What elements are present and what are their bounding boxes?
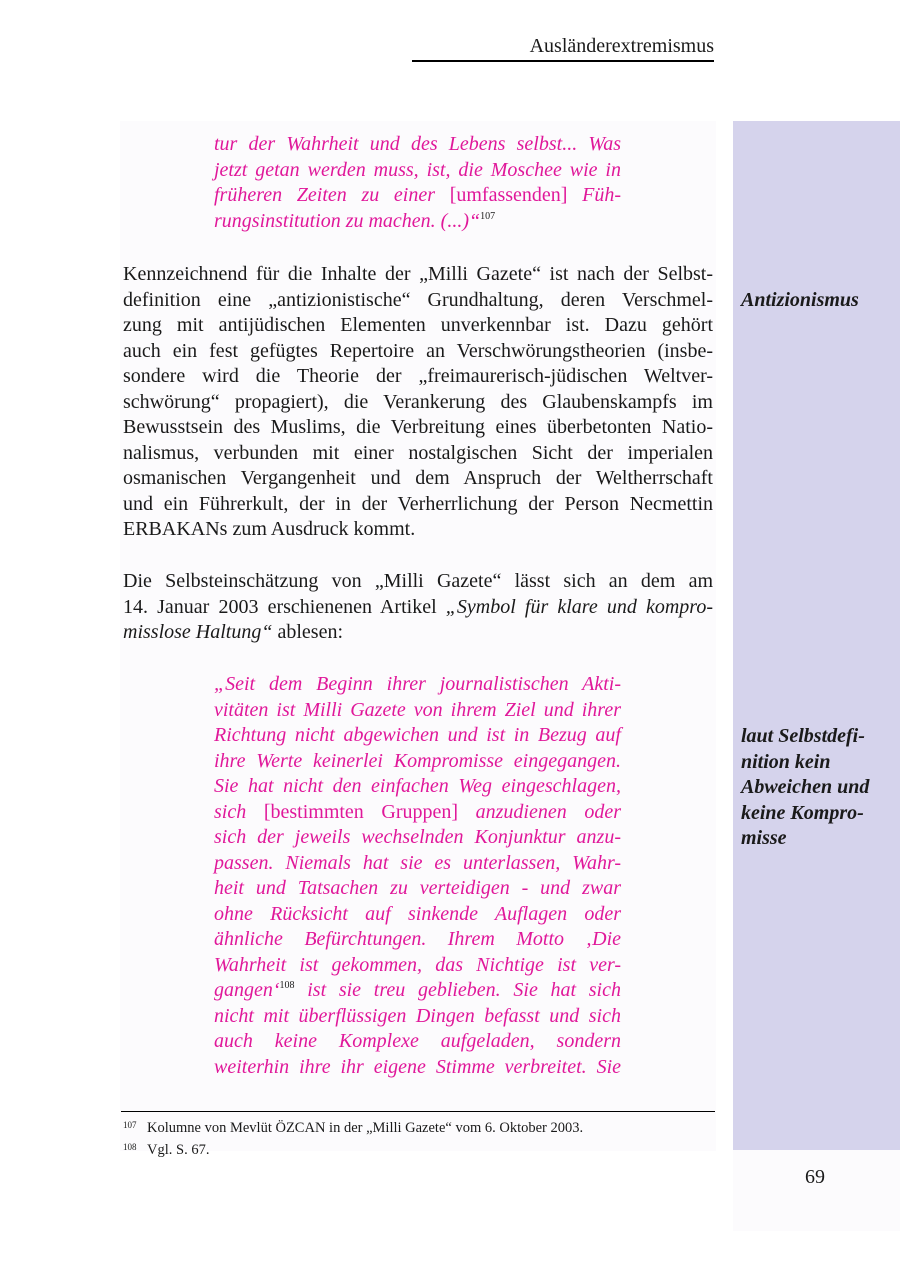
quote-line: gangen‘$^{108}$ ist sie treu geblieben. Sie hat sich xyxy=(214,979,621,1001)
quote-line: „Seit dem Beginn ihrer journalistischen Akti- xyxy=(214,673,621,695)
paragraph-2 xyxy=(123,569,713,646)
footnote-ref-107[interactable]: 107 xyxy=(480,210,496,222)
quote-line: jetzt getan werden muss, ist, die Moschee wie in xyxy=(214,158,621,181)
quote-line: vitäten ist Milli Gazete von ihrem Ziel und ihrer xyxy=(214,698,621,721)
article-title: „Symbol für klare und kompro- xyxy=(445,595,713,618)
paragraph-line: 14. Januar 2003 erschienenen Artikel „Symbol für klare und kompro- xyxy=(123,595,713,618)
footnote-108 xyxy=(123,1138,713,1160)
quote-line: rungsinstitution zu machen. (...)“$^{107}$ xyxy=(214,209,496,232)
footnote-107 xyxy=(123,1116,713,1138)
footnote-number: 108 xyxy=(123,1142,137,1152)
quote-line: früheren Zeiten zu einer [umfassenden] Füh- xyxy=(214,184,621,206)
margin-note-line: laut Selbstdefi- xyxy=(741,725,865,747)
paragraph-line: auch ein fest gefügtes Repertoire an Verschwörungstheorien (insbe- xyxy=(123,339,713,362)
quote-line: weiterhin ihre ihr eigene Stimme verbreitet. Sie xyxy=(214,1055,621,1078)
quote-line: Sie hat nicht den einfachen Weg eingeschlagen, xyxy=(214,775,621,797)
margin-note-antizionismus: Antizionismus xyxy=(741,289,859,311)
paragraph-line: definition eine „antizionistische“ Grundhaltung, deren Verschmel- xyxy=(123,288,713,311)
paragraph-line: zung mit antijüdischen Elementen unverkennbar ist. Dazu gehört xyxy=(123,314,713,336)
quote-line: ohne Rücksicht auf sinkende Auflagen oder xyxy=(214,902,621,925)
paragraph-line: sondere wird die Theorie der „freimaurerisch-jüdischen Weltver- xyxy=(123,365,713,387)
footnote-text: Kolumne von Mevlüt ÖZCAN in der „Milli Gazete“ vom 6. Oktober 2003. xyxy=(147,1120,584,1136)
running-header: Ausländerextremismus xyxy=(412,34,714,62)
paragraph-line: misslose Haltung“ ablesen: xyxy=(123,621,343,643)
footnote-divider xyxy=(121,1111,715,1112)
footnote-ref-108[interactable]: 108 xyxy=(279,980,295,991)
quote-line: ihre Werte keinerlei Kompromisse eingegangen. xyxy=(214,749,621,772)
quote-line: Wahrheit ist gekommen, das Nichtige ist ver- xyxy=(214,953,621,976)
paragraph-line: osmanischen Vergangenheit und dem Anspruch der Weltherrschaft xyxy=(123,467,713,489)
margin-note-selbstdefinition xyxy=(741,724,891,852)
page-number: 69 xyxy=(805,1166,825,1188)
paragraph-line: Die Selbsteinschätzung von „Milli Gazete“ lässt sich an dem am xyxy=(123,570,713,592)
margin-note-line: keine Kompro- xyxy=(741,801,864,824)
block-quote-2 xyxy=(214,672,621,1080)
quote-line: auch keine Komplexe aufgeladen, sondern xyxy=(214,1030,621,1052)
footnote-text: Vgl. S. 67. xyxy=(147,1142,210,1158)
quote-line: Richtung nicht abgewichen und ist in Bezug auf xyxy=(214,724,621,746)
paragraph-line: nalismus, verbunden mit einer nostalgischen Sicht der imperialen xyxy=(123,441,713,464)
footnotes xyxy=(123,1116,713,1160)
paragraph-line: Bewusstsein des Muslims, die Verbreitung eines überbetonten Natio- xyxy=(123,416,713,438)
margin-note-line: misse xyxy=(741,827,787,849)
quote-line: nicht mit überflüssigen Dingen befasst und sich xyxy=(214,1004,621,1027)
paragraph-line: Kennzeichnend für die Inhalte der „Milli Gazete“ ist nach der Selbst- xyxy=(123,263,713,285)
quote-line: tur der Wahrheit und des Lebens selbst... Was xyxy=(214,133,621,155)
margin-note-line: nition kein xyxy=(741,750,831,773)
quote-line: ähnliche Befürchtungen. Ihrem Motto ‚Die xyxy=(214,928,621,950)
paragraph-line: und ein Führerkult, der in der Verherrlichung der Person Necmettin xyxy=(123,492,713,515)
footnote-number: 107 xyxy=(123,1120,137,1130)
quote-line: passen. Niemals hat sie es unterlassen, Wahr- xyxy=(214,851,621,874)
article-title: misslose Haltung“ xyxy=(123,621,273,643)
block-quote-1 xyxy=(214,132,621,234)
margin-sidebar xyxy=(733,121,900,1150)
page-number-area xyxy=(733,1150,900,1231)
paragraph-1 xyxy=(123,262,713,543)
paragraph-line: schwörung“ propagiert), die Verankerung des Glaubenskampfs im xyxy=(123,390,713,413)
quote-line: heit und Tatsachen zu verteidigen - und zwar xyxy=(214,877,621,899)
paragraph-line: ERBAKANs zum Ausdruck kommt. xyxy=(123,518,416,540)
margin-note-line: Abweichen und xyxy=(741,776,870,798)
quote-line: sich der jeweils wechselnden Konjunktur anzu- xyxy=(214,826,621,848)
quote-line: sich [bestimmten Gruppen] anzudienen oder xyxy=(214,800,621,823)
